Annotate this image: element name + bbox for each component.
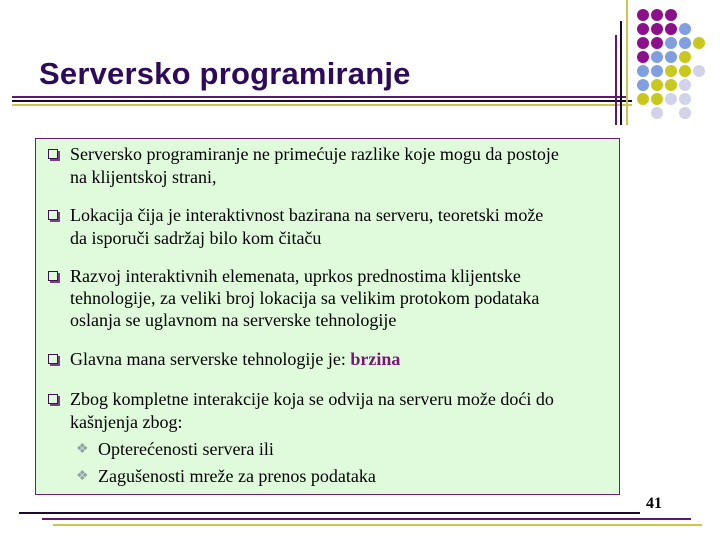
dot-icon bbox=[637, 23, 649, 35]
dot-icon bbox=[679, 93, 691, 105]
dot-icon bbox=[651, 23, 663, 35]
dot-icon bbox=[665, 37, 677, 49]
hollow-square-icon bbox=[48, 210, 58, 220]
decorative-dot-grid bbox=[637, 9, 720, 129]
title-underline-yellow bbox=[12, 104, 632, 106]
bullet-text: Serversko programiranje ne primećuje razlike koje mogu da postoje bbox=[70, 144, 559, 164]
diamond-star-icon: ❖ bbox=[76, 469, 89, 484]
bullet-text-prefix: Glavna mana serverske tehnologije je: bbox=[70, 349, 351, 369]
footer-line-purple bbox=[42, 518, 691, 520]
dot-icon bbox=[637, 37, 649, 49]
dot-icon bbox=[665, 51, 677, 63]
diamond-star-icon: ❖ bbox=[76, 442, 89, 457]
dot-icon bbox=[637, 79, 649, 91]
dot-icon bbox=[679, 107, 691, 119]
dot-icon bbox=[651, 79, 663, 91]
dot-icon bbox=[665, 79, 677, 91]
bullet-text: na klijentskoj strani, bbox=[70, 167, 217, 187]
dot-icon bbox=[651, 9, 663, 21]
dot-icon bbox=[693, 65, 705, 77]
dot-icon bbox=[665, 65, 677, 77]
dot-icon bbox=[679, 79, 691, 91]
page-number: 41 bbox=[646, 495, 662, 512]
footer-line-dark bbox=[19, 512, 640, 514]
bullet-text: tehnologije, za veliki broj lokacija sa velikim protokom podataka bbox=[70, 288, 540, 308]
dot-icon bbox=[651, 51, 663, 63]
bullet-text bbox=[70, 348, 400, 371]
sub-bullet-text: Zagušenosti mreže za prenos podataka bbox=[98, 466, 376, 486]
dot-icon bbox=[665, 23, 677, 35]
dot-icon bbox=[651, 37, 663, 49]
slide-title: Serversko programiranje bbox=[39, 56, 411, 91]
corner-vline-yellow bbox=[626, 0, 628, 125]
dot-icon bbox=[679, 23, 691, 35]
dot-icon bbox=[665, 9, 677, 21]
title-underline-dark bbox=[12, 100, 632, 102]
dot-icon bbox=[637, 9, 649, 21]
highlight-word: brzina bbox=[350, 349, 401, 369]
dot-icon bbox=[637, 65, 649, 77]
dot-icon bbox=[679, 65, 691, 77]
content-box bbox=[35, 138, 620, 495]
hollow-square-icon bbox=[48, 149, 58, 159]
dot-icon bbox=[637, 51, 649, 63]
dot-icon bbox=[637, 93, 649, 105]
bullet-text: kašnjenja zbog: bbox=[70, 412, 183, 432]
hollow-square-icon bbox=[48, 394, 58, 404]
dot-icon bbox=[679, 51, 691, 63]
dot-icon bbox=[693, 37, 705, 49]
dot-icon bbox=[651, 65, 663, 77]
footer-line-yellow bbox=[53, 524, 702, 526]
dot-icon bbox=[665, 93, 677, 105]
title-underline-purple bbox=[12, 96, 627, 98]
hollow-square-icon bbox=[48, 271, 58, 281]
corner-vline-dark bbox=[620, 21, 622, 125]
dot-icon bbox=[679, 37, 691, 49]
hollow-square-icon bbox=[48, 354, 58, 364]
sub-bullet-text: Opterećenosti servera ili bbox=[98, 439, 274, 459]
corner-vline-purple bbox=[615, 35, 617, 125]
dot-icon bbox=[651, 93, 663, 105]
dot-icon bbox=[651, 107, 663, 119]
bullet-text: oslanja se uglavnom na serverske tehnologije bbox=[70, 310, 397, 330]
bullet-text: da isporuči sadržaj bilo kom čitaču bbox=[70, 228, 322, 248]
bullet-text: Lokacija čija je interaktivnost bazirana na serveru, teoretski može bbox=[70, 205, 544, 225]
bullet-text: Zbog kompletne interakcije koja se odvija na serveru može doći do bbox=[70, 389, 554, 409]
bullet-text: Razvoj interaktivnih elemenata, uprkos prednostima klijentske bbox=[70, 266, 521, 286]
